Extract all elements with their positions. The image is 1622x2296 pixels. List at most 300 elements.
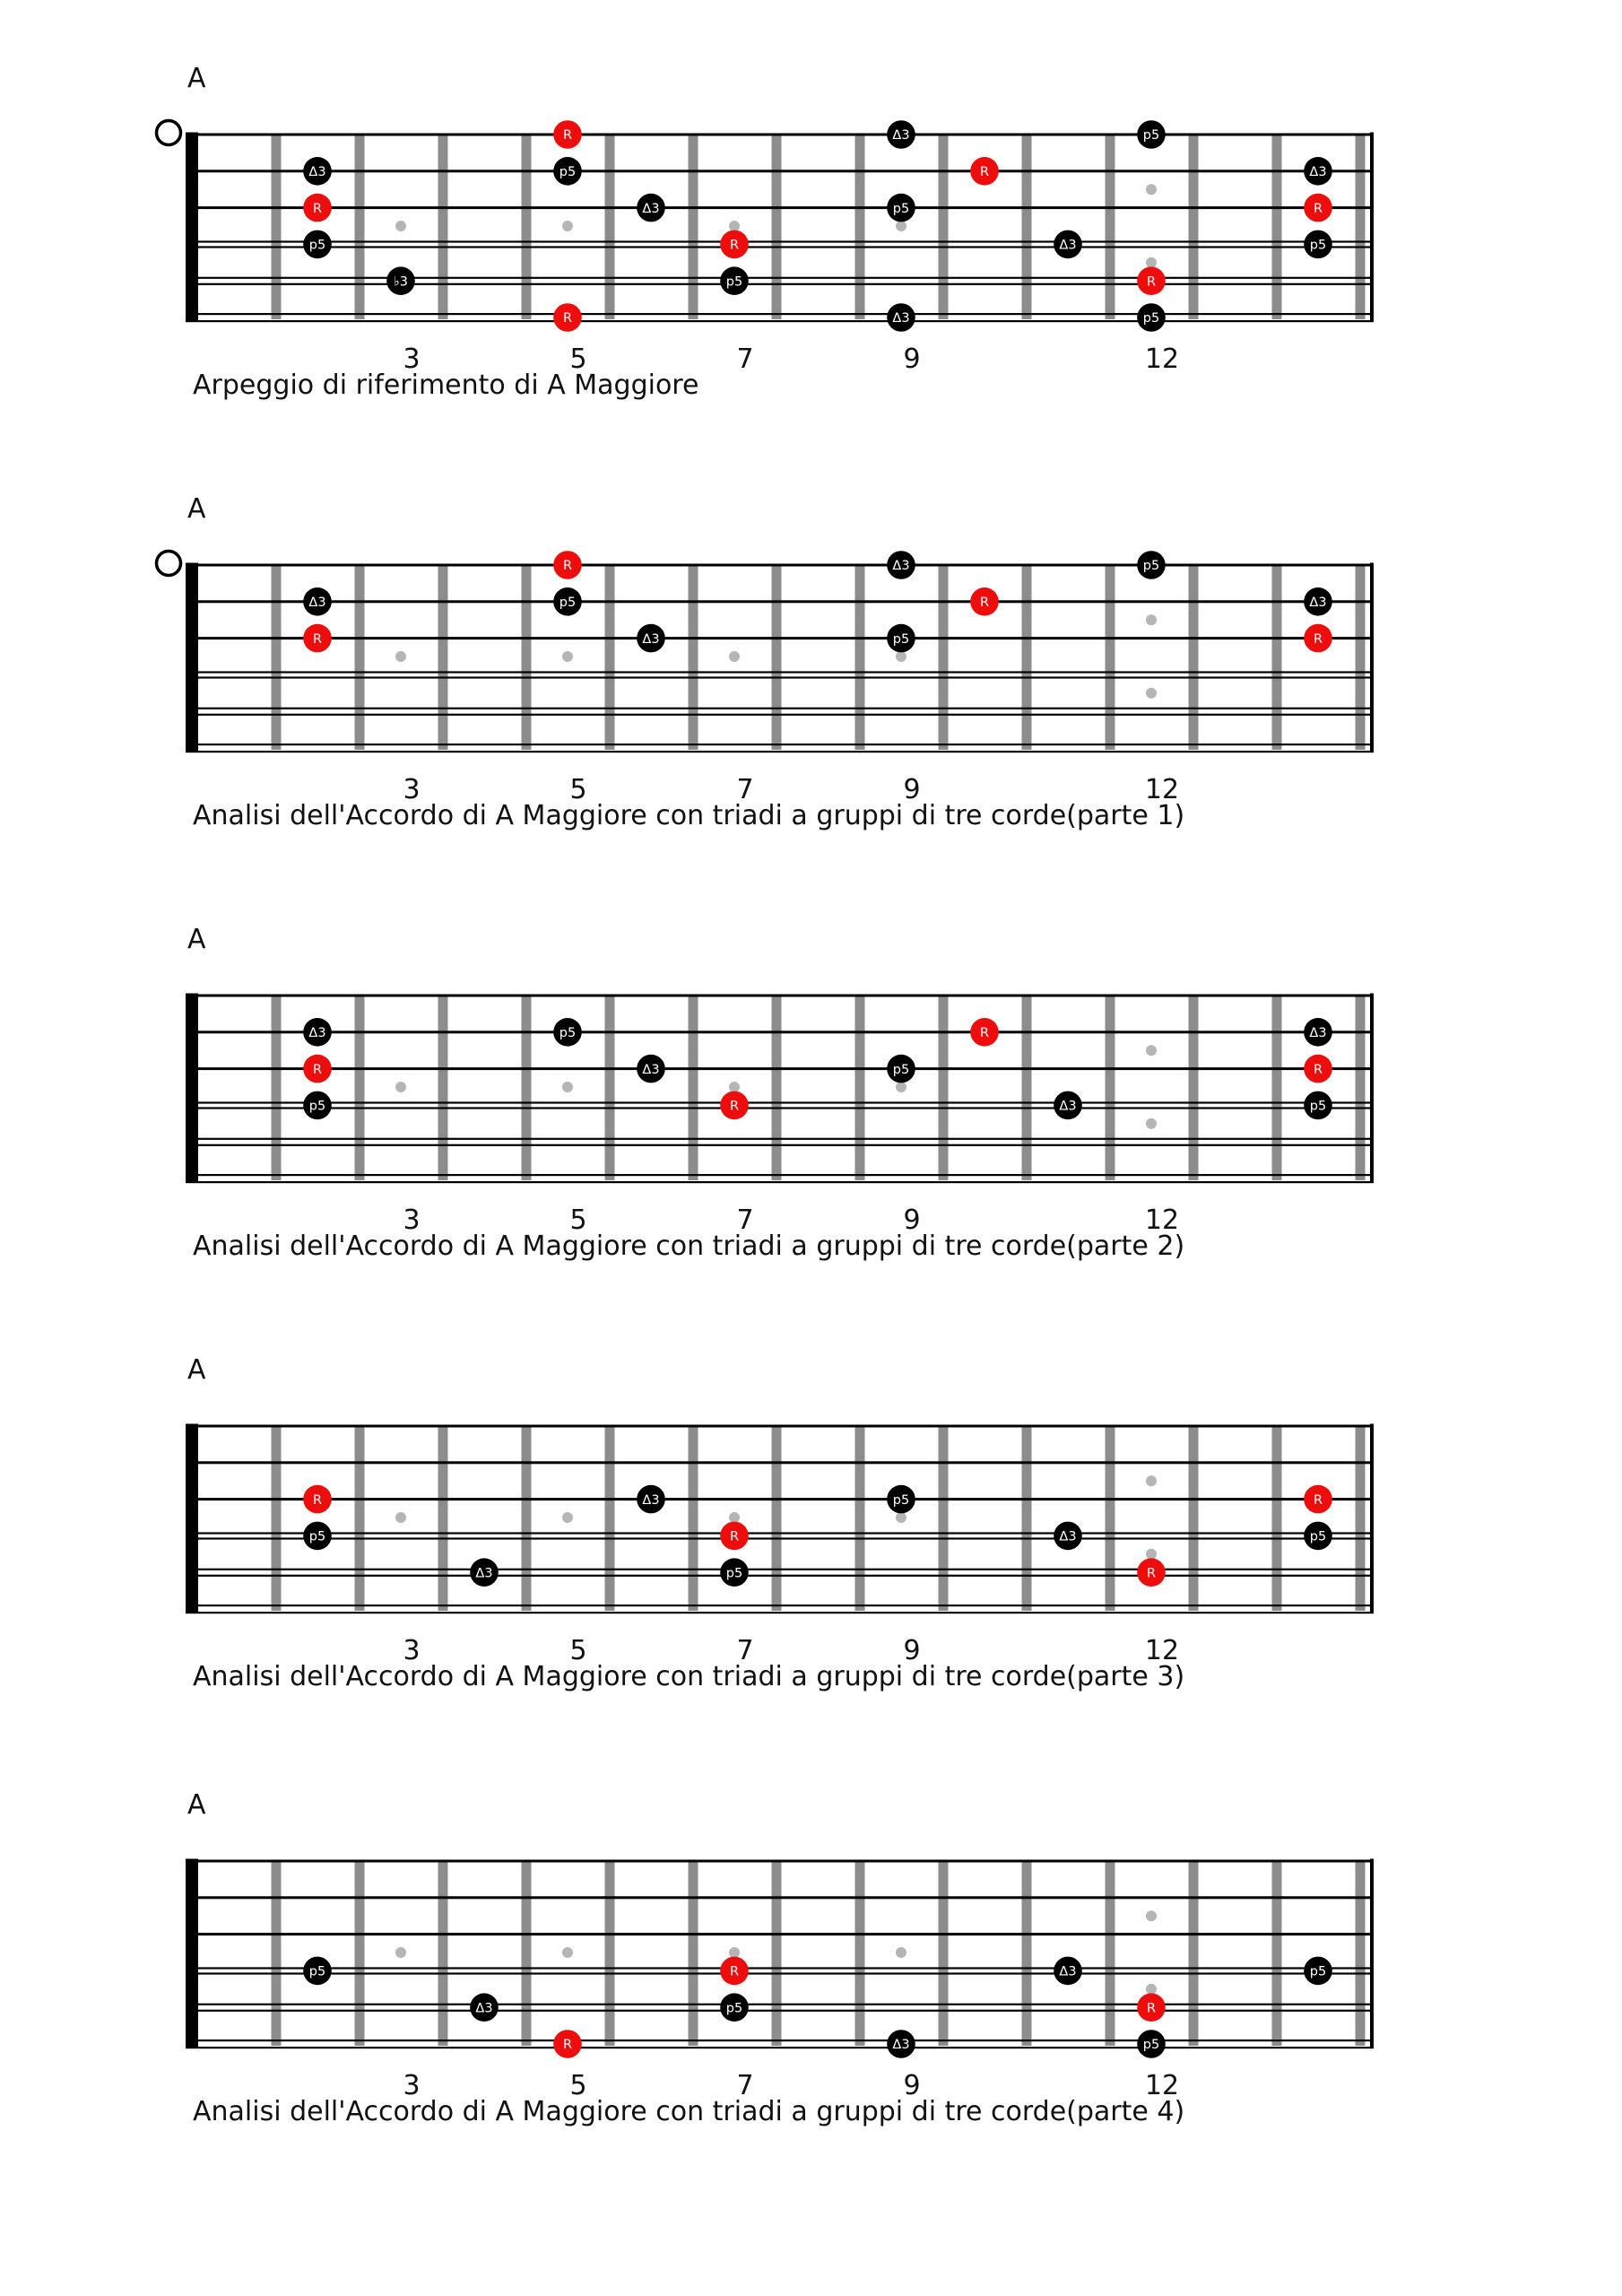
note-marker-tone [637, 1055, 665, 1083]
fret-wire [522, 1425, 532, 1612]
note-marker-tone [470, 1993, 499, 2022]
inlay-dot [729, 221, 740, 231]
fretboard-end [1370, 994, 1374, 1182]
note-marker-tone [303, 157, 332, 186]
string-line-wound [186, 676, 1374, 678]
string-line [186, 1896, 1374, 1899]
note-marker-tone [637, 624, 665, 653]
inlay-dot-double [1146, 257, 1157, 268]
note-marker-root [1304, 624, 1332, 653]
fret-wire [438, 1425, 448, 1612]
string-line-wound [186, 283, 1374, 285]
inlay-dot [395, 221, 406, 231]
note-marker-label: p5 [725, 2001, 743, 2016]
fret-wire [1272, 1860, 1282, 2047]
fret-number: 3 [403, 1205, 421, 1236]
inlay-dot-double [1146, 1549, 1157, 1560]
note-marker-root [1137, 266, 1166, 295]
fretboard-end [1370, 1424, 1374, 1613]
note-marker-label: R [312, 201, 323, 216]
fret-wire [1356, 995, 1366, 1181]
inlay-dot-double [1146, 1475, 1157, 1486]
fret-wire [939, 564, 949, 751]
fret-number: 7 [736, 2070, 754, 2101]
fret-wire [1022, 1425, 1032, 1612]
fret-number: 12 [1144, 344, 1180, 375]
fret-wire [1272, 134, 1282, 320]
note-marker-label: p5 [1309, 1529, 1327, 1544]
note-marker-tone [303, 230, 332, 259]
fret-wire [1022, 995, 1032, 1181]
note-marker-label: Δ3 [892, 559, 910, 574]
note-marker-tone [887, 624, 915, 653]
fret-wire [855, 995, 865, 1181]
note-marker-label: R [1313, 1492, 1323, 1508]
note-marker-tone [303, 587, 332, 616]
string-line-wound [186, 744, 1374, 745]
note-marker-root [720, 1522, 749, 1551]
note-marker-label: p5 [1309, 1964, 1327, 1979]
note-marker-tone [720, 1993, 749, 2022]
note-marker-label: Δ3 [1309, 1026, 1327, 1040]
fretboard-diagram [0, 102, 1622, 389]
inlay-dot [395, 1512, 406, 1523]
fret-wire [1106, 134, 1115, 320]
fret-wire [772, 564, 782, 751]
string-line-wound [186, 277, 1374, 279]
string-line-wound [186, 313, 1374, 315]
note-marker-tone [1054, 1957, 1082, 1986]
fret-number: 9 [903, 1635, 921, 1666]
note-marker-label: p5 [308, 1099, 326, 1114]
note-marker-tone [1137, 120, 1166, 149]
fret-wire [605, 1425, 615, 1612]
note-marker-label: Δ3 [475, 2001, 493, 2016]
note-marker-root [720, 1091, 749, 1120]
fret-wire [355, 1860, 365, 2047]
string-line-wound [186, 1532, 1374, 1534]
note-marker-tone [1137, 2030, 1166, 2058]
inlay-dot-double [1146, 688, 1157, 699]
fret-wire [1356, 564, 1366, 751]
fret-wire [1272, 995, 1282, 1181]
note-marker-tone [887, 303, 915, 332]
fret-number: 7 [736, 1205, 754, 1236]
note-marker-label: R [1146, 2001, 1157, 2016]
diagram-caption: Arpeggio di riferimento di A Maggiore [193, 370, 699, 401]
string-line [186, 995, 1374, 997]
note-marker-tone [1304, 1018, 1332, 1047]
open-string-circle [157, 552, 181, 576]
string-line-wound [186, 1967, 1374, 1969]
note-marker-label: R [312, 631, 323, 647]
note-marker-label: Δ3 [308, 1026, 326, 1040]
string-line-wound [186, 240, 1374, 242]
fret-wire [522, 1860, 532, 2047]
note-marker-label: p5 [1142, 311, 1160, 326]
note-marker-label: p5 [559, 165, 577, 179]
fret-wire [939, 995, 949, 1181]
fret-number: 9 [903, 774, 921, 805]
inlay-dot [729, 1947, 740, 1958]
note-marker-tone [887, 2030, 915, 2058]
note-marker-label: Δ3 [308, 165, 326, 179]
fret-number: 7 [736, 774, 754, 805]
chord-name-label: A [187, 493, 206, 525]
fret-wire [1189, 1860, 1199, 2047]
fret-number: 9 [903, 2070, 921, 2101]
string-line [186, 1933, 1374, 1935]
string-line-wound [186, 1174, 1374, 1176]
fret-wire [1189, 995, 1199, 1181]
fret-wire [1106, 1425, 1115, 1612]
fret-number: 9 [903, 1205, 921, 1236]
note-marker-tone [386, 266, 415, 295]
note-marker-label: R [1146, 274, 1157, 290]
fret-wire [438, 1860, 448, 2047]
note-marker-tone [553, 587, 582, 616]
string-line [186, 1461, 1374, 1464]
note-marker-label: p5 [308, 238, 326, 253]
string-line [186, 600, 1374, 603]
string-line-wound [186, 1575, 1374, 1577]
fret-wire [855, 134, 865, 320]
chord-name-label: A [187, 1789, 206, 1821]
note-marker-label: Δ3 [308, 596, 326, 610]
note-marker-label: Δ3 [1059, 238, 1077, 253]
fret-wire [1106, 564, 1115, 751]
note-marker-tone [720, 1558, 749, 1587]
fretboard-end [1370, 1859, 1374, 2048]
fretboard-diagram [0, 533, 1622, 820]
inlay-dot [395, 1082, 406, 1092]
string-line-wound [186, 1605, 1374, 1606]
fret-wire [772, 134, 782, 320]
fret-number: 5 [569, 344, 587, 375]
fret-wire [1272, 1425, 1282, 1612]
note-marker-label: p5 [892, 201, 910, 216]
fretboard [157, 120, 1375, 375]
note-marker-label: R [312, 1062, 323, 1077]
note-marker-label: Δ3 [642, 201, 660, 216]
fret-wire [272, 995, 282, 1181]
fret-wire [355, 134, 365, 320]
note-marker-label: R [979, 165, 990, 179]
diagram-caption: Analisi dell'Accordo di A Maggiore con triadi a gruppi di tre corde(parte 2) [193, 1231, 1185, 1262]
string-line-wound [186, 2047, 1374, 2048]
note-marker-label: p5 [308, 1529, 326, 1544]
note-marker-tone [637, 1485, 665, 1514]
fret-wire [1189, 134, 1199, 320]
fret-wire [438, 995, 448, 1181]
note-marker-tone [553, 157, 582, 186]
string-line-wound [186, 671, 1374, 673]
note-marker-label: Δ3 [1059, 1964, 1077, 1979]
fret-number: 12 [1144, 1205, 1180, 1236]
string-line-wound [186, 1144, 1374, 1146]
note-marker-tone [887, 1485, 915, 1514]
note-marker-tone [887, 120, 915, 149]
inlay-dot [395, 1947, 406, 1958]
note-marker-label: p5 [725, 1566, 743, 1581]
note-marker-root [1137, 1558, 1166, 1587]
note-marker-label: p5 [559, 1026, 577, 1040]
string-line-wound [186, 320, 1374, 322]
fretboard [186, 994, 1374, 1237]
fretboard-end [1370, 133, 1374, 321]
fret-number: 12 [1144, 2070, 1180, 2101]
string-line-wound [186, 246, 1374, 248]
inlay-dot [562, 1947, 573, 1958]
string-line-wound [186, 708, 1374, 709]
fret-wire [939, 1860, 949, 2047]
note-marker-root [553, 303, 582, 332]
fret-number: 9 [903, 344, 921, 375]
note-marker-tone [553, 1018, 582, 1047]
inlay-dot [729, 1512, 740, 1523]
fret-number: 7 [736, 344, 754, 375]
nut [186, 133, 198, 321]
note-marker-tone [887, 194, 915, 222]
note-marker-label: p5 [1142, 2038, 1160, 2053]
fret-wire [438, 134, 448, 320]
fret-wire [1356, 134, 1366, 320]
note-marker-root [970, 157, 999, 186]
inlay-dot [562, 651, 573, 662]
note-marker-label: Δ3 [1059, 1099, 1077, 1114]
fret-number: 5 [569, 774, 587, 805]
note-marker-label: R [1313, 1062, 1323, 1077]
note-marker-label: R [562, 559, 573, 574]
inlay-dot [562, 1082, 573, 1092]
fret-wire [689, 1860, 698, 2047]
note-marker-label: Δ3 [642, 1062, 660, 1077]
string-line [186, 1860, 1374, 1863]
note-marker-label: R [312, 1492, 323, 1508]
note-marker-label: p5 [1309, 238, 1327, 253]
note-marker-root [970, 1018, 999, 1047]
note-marker-label: R [1313, 631, 1323, 647]
fretboard [186, 1859, 1374, 2102]
inlay-dot [896, 1512, 906, 1523]
fret-wire [689, 134, 698, 320]
string-line [186, 637, 1374, 639]
fret-wire [1356, 1425, 1366, 1612]
note-marker-label: p5 [892, 631, 910, 647]
chord-name-label: A [187, 1354, 206, 1386]
note-marker-tone [887, 1055, 915, 1083]
fret-wire [1022, 1860, 1032, 2047]
string-line [186, 206, 1374, 209]
fret-number: 5 [569, 2070, 587, 2101]
note-marker-tone [470, 1558, 499, 1587]
string-line [186, 134, 1374, 136]
string-line [186, 1498, 1374, 1500]
fret-wire [1356, 1860, 1366, 2047]
inlay-dot [395, 651, 406, 662]
inlay-dot [729, 1082, 740, 1092]
nut [186, 1859, 198, 2048]
fret-wire [1106, 995, 1115, 1181]
note-marker-label: R [729, 1964, 740, 1979]
nut [186, 994, 198, 1182]
note-marker-label: Δ3 [475, 1566, 493, 1581]
note-marker-root [720, 230, 749, 259]
note-marker-tone [1137, 551, 1166, 579]
chord-name-label: A [187, 924, 206, 955]
note-marker-tone [1137, 303, 1166, 332]
fret-wire [689, 1425, 698, 1612]
string-line-wound [186, 1181, 1374, 1183]
inlay-dot [896, 1082, 906, 1092]
note-marker-label: Δ3 [892, 2038, 910, 2053]
fretboard-diagram [0, 1394, 1622, 1681]
note-marker-label: R [562, 311, 573, 326]
fret-wire [272, 564, 282, 751]
note-marker-label: p5 [559, 596, 577, 610]
fret-wire [1189, 1425, 1199, 1612]
note-marker-tone [1304, 1522, 1332, 1551]
string-line [186, 564, 1374, 567]
diagram-caption: Analisi dell'Accordo di A Maggiore con triadi a gruppi di tre corde(parte 4) [193, 2096, 1185, 2127]
note-marker-label: p5 [892, 1492, 910, 1508]
diagram-caption: Analisi dell'Accordo di A Maggiore con triadi a gruppi di tre corde(parte 1) [193, 800, 1185, 831]
fretboard [186, 1424, 1374, 1667]
fret-wire [1106, 1860, 1115, 2047]
string-line-wound [186, 2010, 1374, 2012]
fret-wire [355, 1425, 365, 1612]
note-marker-tone [887, 551, 915, 579]
fretboard-diagram [0, 1829, 1622, 2116]
fret-wire [522, 134, 532, 320]
inlay-dot [896, 651, 906, 662]
note-marker-root [553, 120, 582, 149]
note-marker-root [303, 1485, 332, 1514]
note-marker-tone [1304, 230, 1332, 259]
fret-wire [272, 1425, 282, 1612]
note-marker-root [303, 1055, 332, 1083]
diagram-caption: Analisi dell'Accordo di A Maggiore con triadi a gruppi di tre corde(parte 3) [193, 1661, 1185, 1692]
note-marker-label: p5 [1142, 559, 1160, 574]
fret-number: 3 [403, 774, 421, 805]
string-line-wound [186, 1138, 1374, 1140]
string-line [186, 1067, 1374, 1070]
note-marker-root [970, 587, 999, 616]
note-marker-tone [1304, 1957, 1332, 1986]
note-marker-tone [303, 1957, 332, 1986]
string-line-wound [186, 751, 1374, 752]
note-marker-root [553, 2030, 582, 2058]
fretboard-end [1370, 563, 1374, 752]
note-marker-root [303, 624, 332, 653]
inlay-dot [896, 221, 906, 231]
note-marker-tone [303, 1091, 332, 1120]
note-marker-tone [303, 1522, 332, 1551]
string-line-wound [186, 714, 1374, 716]
note-marker-label: R [729, 238, 740, 253]
note-marker-root [1137, 1993, 1166, 2022]
string-line-wound [186, 1612, 1374, 1613]
note-marker-label: p5 [308, 1964, 326, 1979]
fret-wire [605, 995, 615, 1181]
note-marker-label: R [979, 1026, 990, 1040]
note-marker-label: Δ3 [892, 311, 910, 326]
note-marker-label: p5 [892, 1062, 910, 1077]
string-line-wound [186, 1972, 1374, 1974]
string-line [186, 170, 1374, 172]
note-marker-root [303, 194, 332, 222]
string-line-wound [186, 1537, 1374, 1539]
note-marker-tone [1054, 1091, 1082, 1120]
note-marker-tone [1304, 157, 1332, 186]
inlay-dot [729, 651, 740, 662]
note-marker-label: R [562, 128, 573, 144]
fret-wire [522, 995, 532, 1181]
string-line-wound [186, 2004, 1374, 2005]
note-marker-tone [1304, 587, 1332, 616]
note-marker-root [1304, 1055, 1332, 1083]
note-marker-tone [1304, 1091, 1332, 1120]
note-marker-tone [303, 1018, 332, 1047]
fret-number: 12 [1144, 1635, 1180, 1666]
note-marker-tone [1054, 1522, 1082, 1551]
fret-wire [1022, 564, 1032, 751]
note-marker-root [1304, 1485, 1332, 1514]
fret-number: 12 [1144, 774, 1180, 805]
note-marker-label: Δ3 [1309, 165, 1327, 179]
fret-wire [605, 564, 615, 751]
inlay-dot-double [1146, 184, 1157, 195]
note-marker-label: R [729, 1529, 740, 1544]
note-marker-label: p5 [1309, 1099, 1327, 1114]
fret-wire [438, 564, 448, 751]
note-marker-label: R [1146, 1566, 1157, 1581]
inlay-dot-double [1146, 1118, 1157, 1129]
string-line-wound [186, 1569, 1374, 1570]
fret-number: 5 [569, 1205, 587, 1236]
fretboard [157, 551, 1375, 805]
note-marker-tone [720, 266, 749, 295]
fret-number: 3 [403, 2070, 421, 2101]
fret-wire [272, 134, 282, 320]
note-marker-tone [637, 194, 665, 222]
note-marker-label: Δ3 [1059, 1529, 1077, 1544]
fret-wire [772, 1425, 782, 1612]
note-marker-label: R [1313, 201, 1323, 216]
fret-wire [689, 995, 698, 1181]
inlay-dot-double [1146, 614, 1157, 625]
fret-wire [355, 995, 365, 1181]
fret-number: 5 [569, 1635, 587, 1666]
note-marker-label: p5 [725, 274, 743, 290]
fret-wire [605, 134, 615, 320]
note-marker-label: Δ3 [1309, 596, 1327, 610]
note-marker-label: Δ3 [642, 1492, 660, 1508]
nut [186, 1424, 198, 1613]
chord-name-label: A [187, 63, 206, 94]
fretboard-diagram [0, 963, 1622, 1250]
fret-wire [689, 564, 698, 751]
inlay-dot-double [1146, 1045, 1157, 1056]
string-line-wound [186, 1107, 1374, 1109]
string-line-wound [186, 1101, 1374, 1103]
fret-wire [355, 564, 365, 751]
note-marker-label: R [979, 596, 990, 610]
fret-wire [605, 1860, 615, 2047]
note-marker-label: ♭3 [393, 274, 409, 290]
fret-wire [939, 1425, 949, 1612]
note-marker-label: R [562, 2038, 573, 2053]
